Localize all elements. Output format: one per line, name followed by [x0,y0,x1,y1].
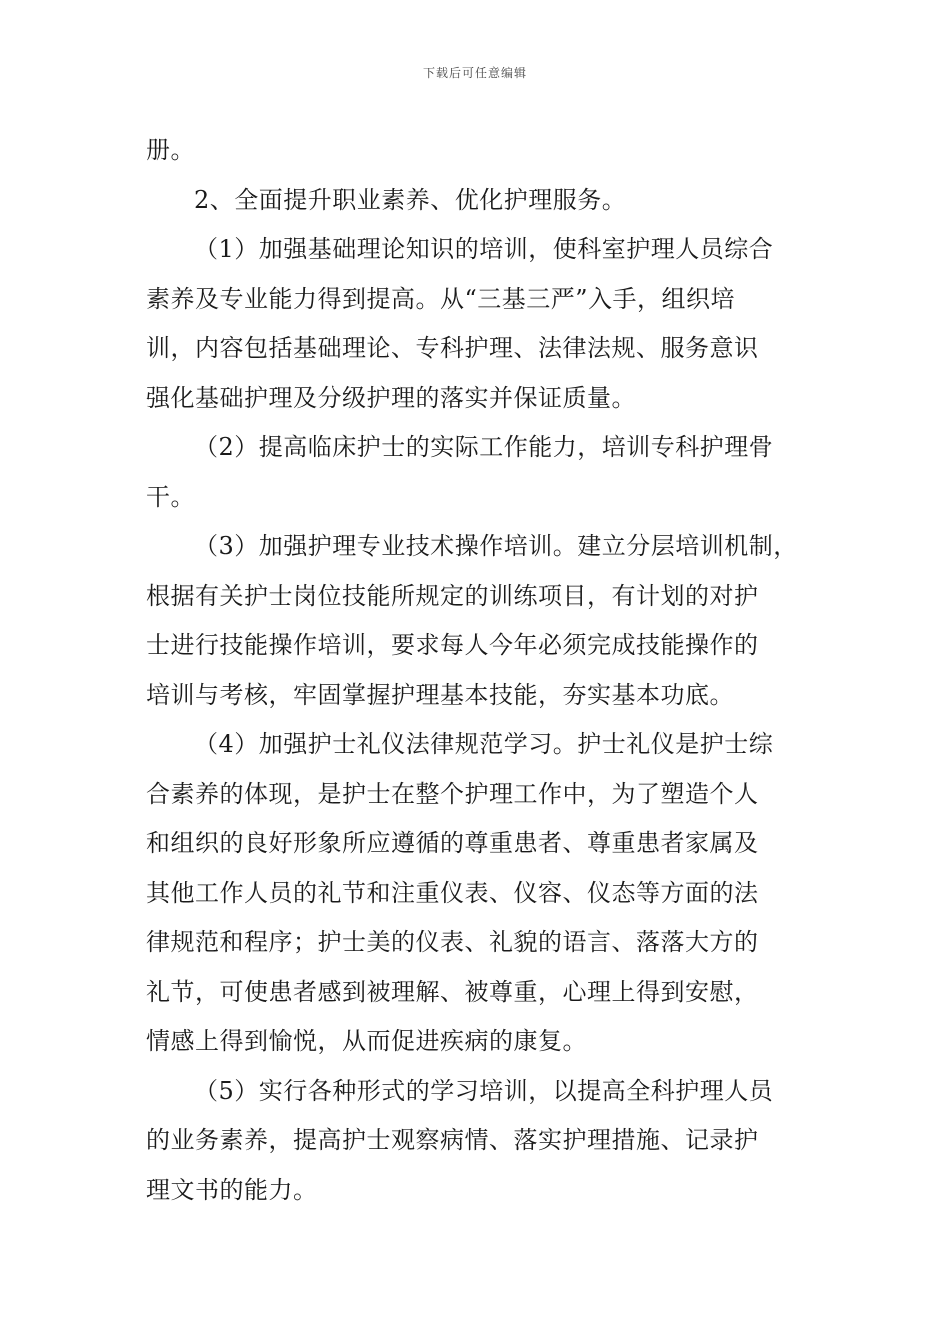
text-line: 其他工作人员的礼节和注重仪表、仪容、仪态等方面的法 [146,878,759,907]
text-line: 情感上得到愉悦，从而促进疾病的康复。 [146,1027,587,1055]
text-line: （5）实行各种形式的学习培训，以提高全科护理人员 [194,1076,774,1105]
text-line: 士进行技能操作培训，要求每人今年必须完成技能操作的 [146,631,759,659]
text-line: 礼节，可使患者感到被理解、被尊重，心理上得到安慰， [146,977,759,1006]
text-line: 理文书的能力。 [146,1175,318,1204]
text-line: （4）加强护士礼仪法律规范学习。护士礼仪是护士综 [194,730,774,758]
text-line: （2）提高临床护士的实际工作能力，培训专科护理骨 [194,433,774,461]
text-line: 干。 [146,482,195,511]
text-line: 培训与考核，牢固掌握护理基本技能，夯实基本功底。 [146,680,734,709]
text-line: 的业务素养，提高护士观察病情、落实护理措施、记录护 [146,1126,759,1154]
text-line: 根据有关护士岗位技能所规定的训练项目，有计划的对护 [146,581,759,610]
document-body [146,126,810,1215]
text-line: （1）加强基础理论知识的培训，使科室护理人员综合 [194,235,774,263]
text-line: （3）加强护理专业技术操作培训。建立分层培训机制， [194,532,798,560]
text-line: 律规范和程序；护士美的仪表、礼貌的语言、落落大方的 [146,928,759,956]
text-line: 训，内容包括基础理论、专科护理、法律法规、服务意识 [146,334,759,362]
text-line: 和组织的良好形象所应遵循的尊重患者、尊重患者家属及 [146,829,759,857]
section-heading: 2、全面提升职业素养、优化护理服务。 [194,185,627,214]
header-note: 下载后可任意编辑 [422,66,527,80]
text-line: 合素养的体现，是护士在整个护理工作中，为了塑造个人 [146,779,759,808]
text-line: 强化基础护理及分级护理的落实并保证质量。 [146,383,636,412]
text-line: 册。 [146,136,195,164]
text-line: 素养及专业能力得到提高。从“三基三严”入手，组织培 [146,284,736,313]
